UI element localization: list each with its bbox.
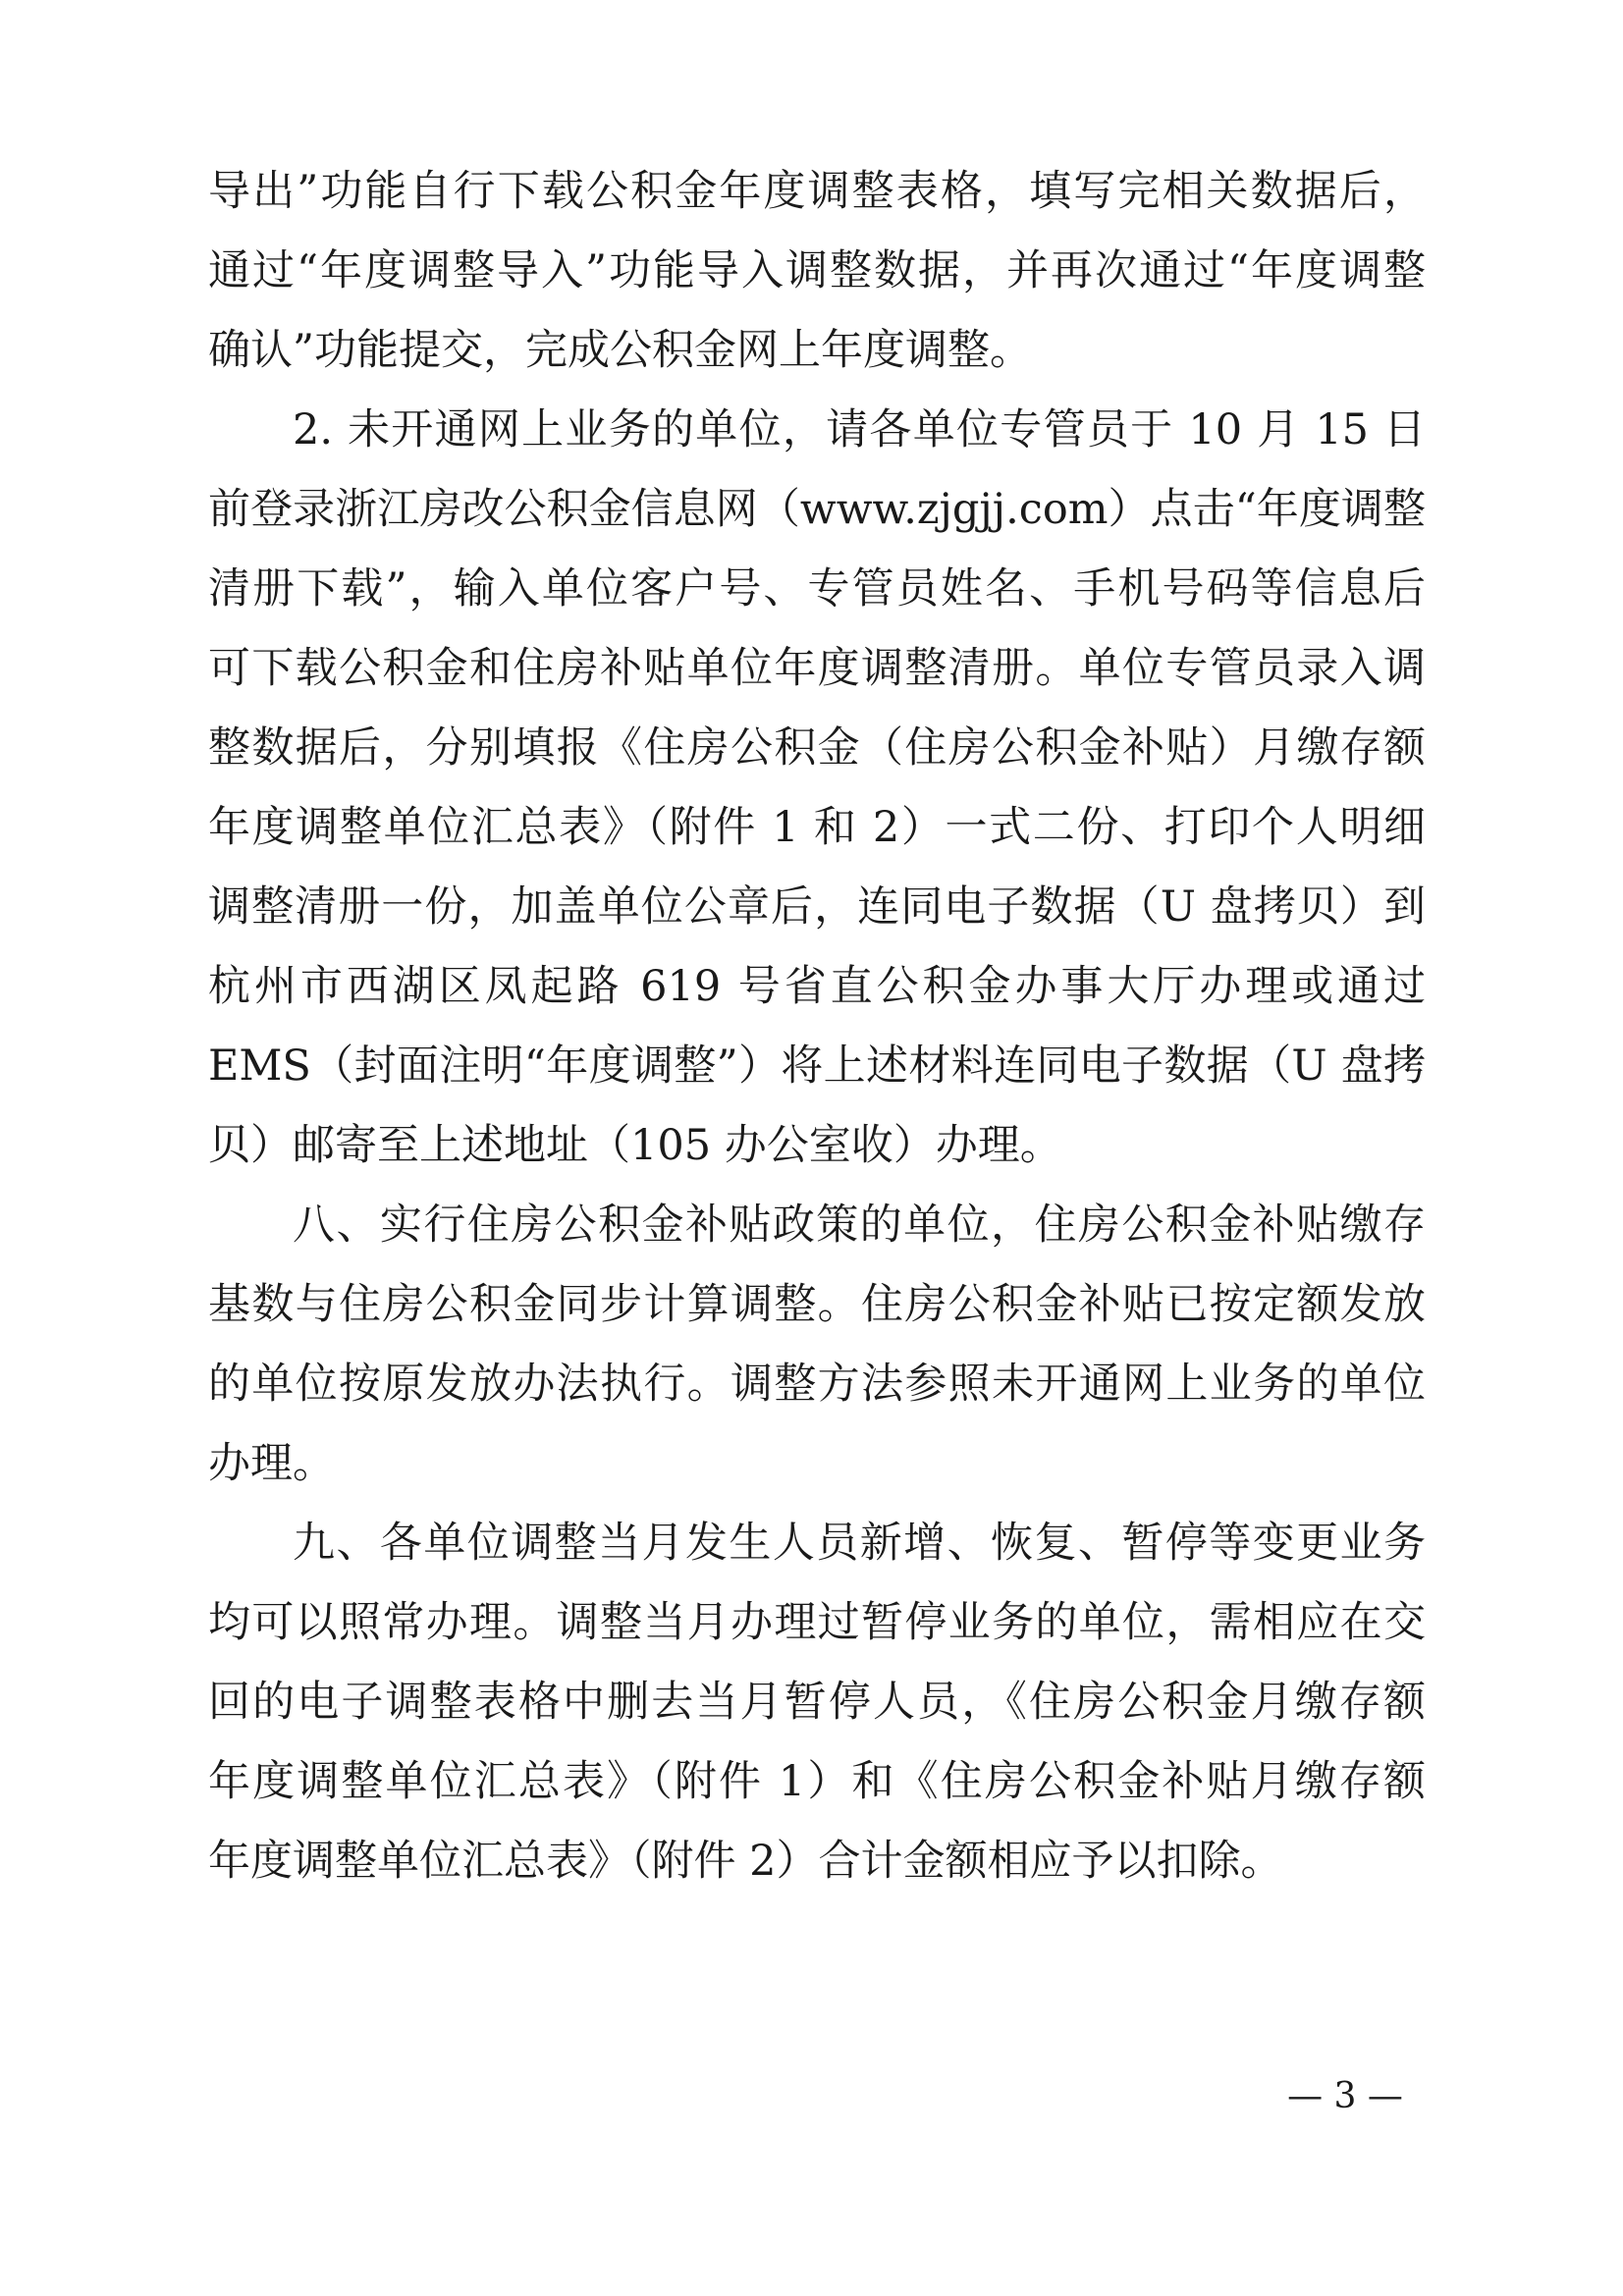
text-line: 调整清册一份，加盖单位公章后，连同电子数据（U 盘拷贝）到: [208, 882, 1426, 932]
text-line: 导出”功能自行下载公积金年度调整表格，填写完相关数据后，: [208, 167, 1426, 216]
text-line: 基数与住房公积金同步计算调整。住房公积金补贴已按定额发放: [208, 1280, 1426, 1329]
text-line: 可下载公积金和住房补贴单位年度调整清册。单位专管员录入调: [208, 644, 1426, 693]
text-line: 清册下载”，输入单位客户号、专管员姓名、手机号码等信息后: [208, 564, 1426, 614]
text-line: 通过“年度调整导入”功能导入调整数据，并再次通过“年度调整: [208, 246, 1426, 295]
text-line: 年度调整单位汇总表》（附件 2）合计金额相应予以扣除。: [208, 1837, 1283, 1886]
text-line: 回的电子调整表格中删去当月暂停人员，《住房公积金月缴存额: [208, 1678, 1426, 1727]
text-line: 年度调整单位汇总表》（附件 1 和 2）一式二份、打印个人明细: [208, 803, 1426, 852]
text-line: 确认”功能提交，完成公积金网上年度调整。: [208, 326, 1032, 375]
text-line: 九、各单位调整当月发生人员新增、恢复、暂停等变更业务: [293, 1519, 1426, 1568]
text-line: 均可以照常办理。调整当月办理过暂停业务的单位，需相应在交: [208, 1598, 1426, 1647]
text-line: 前登录浙江房改公积金信息网（www.zjgjj.com）点击“年度调整: [208, 485, 1426, 534]
text-line: 2. 未开通网上业务的单位，请各单位专管员于 10 月 15 日: [293, 405, 1426, 454]
text-line: 八、实行住房公积金补贴政策的单位，住房公积金补贴缴存: [293, 1201, 1426, 1250]
text-line: 整数据后，分别填报《住房公积金（住房公积金补贴）月缴存额: [208, 723, 1426, 773]
page-number: — 3 —: [1287, 2076, 1403, 2116]
text-line: 贝）邮寄至上述地址（105 办公室收）办理。: [208, 1121, 1062, 1170]
text-line: 年度调整单位汇总表》（附件 1）和《住房公积金补贴月缴存额: [208, 1757, 1426, 1806]
text-line: 的单位按原发放办法执行。调整方法参照未开通网上业务的单位: [208, 1360, 1426, 1409]
text-line: 杭州市西湖区凤起路 619 号省直公积金办事大厅办理或通过: [208, 962, 1426, 1011]
text-line: EMS（封面注明“年度调整”）将上述材料连同电子数据（U 盘拷: [208, 1041, 1426, 1091]
text-line: 办理。: [208, 1439, 335, 1488]
